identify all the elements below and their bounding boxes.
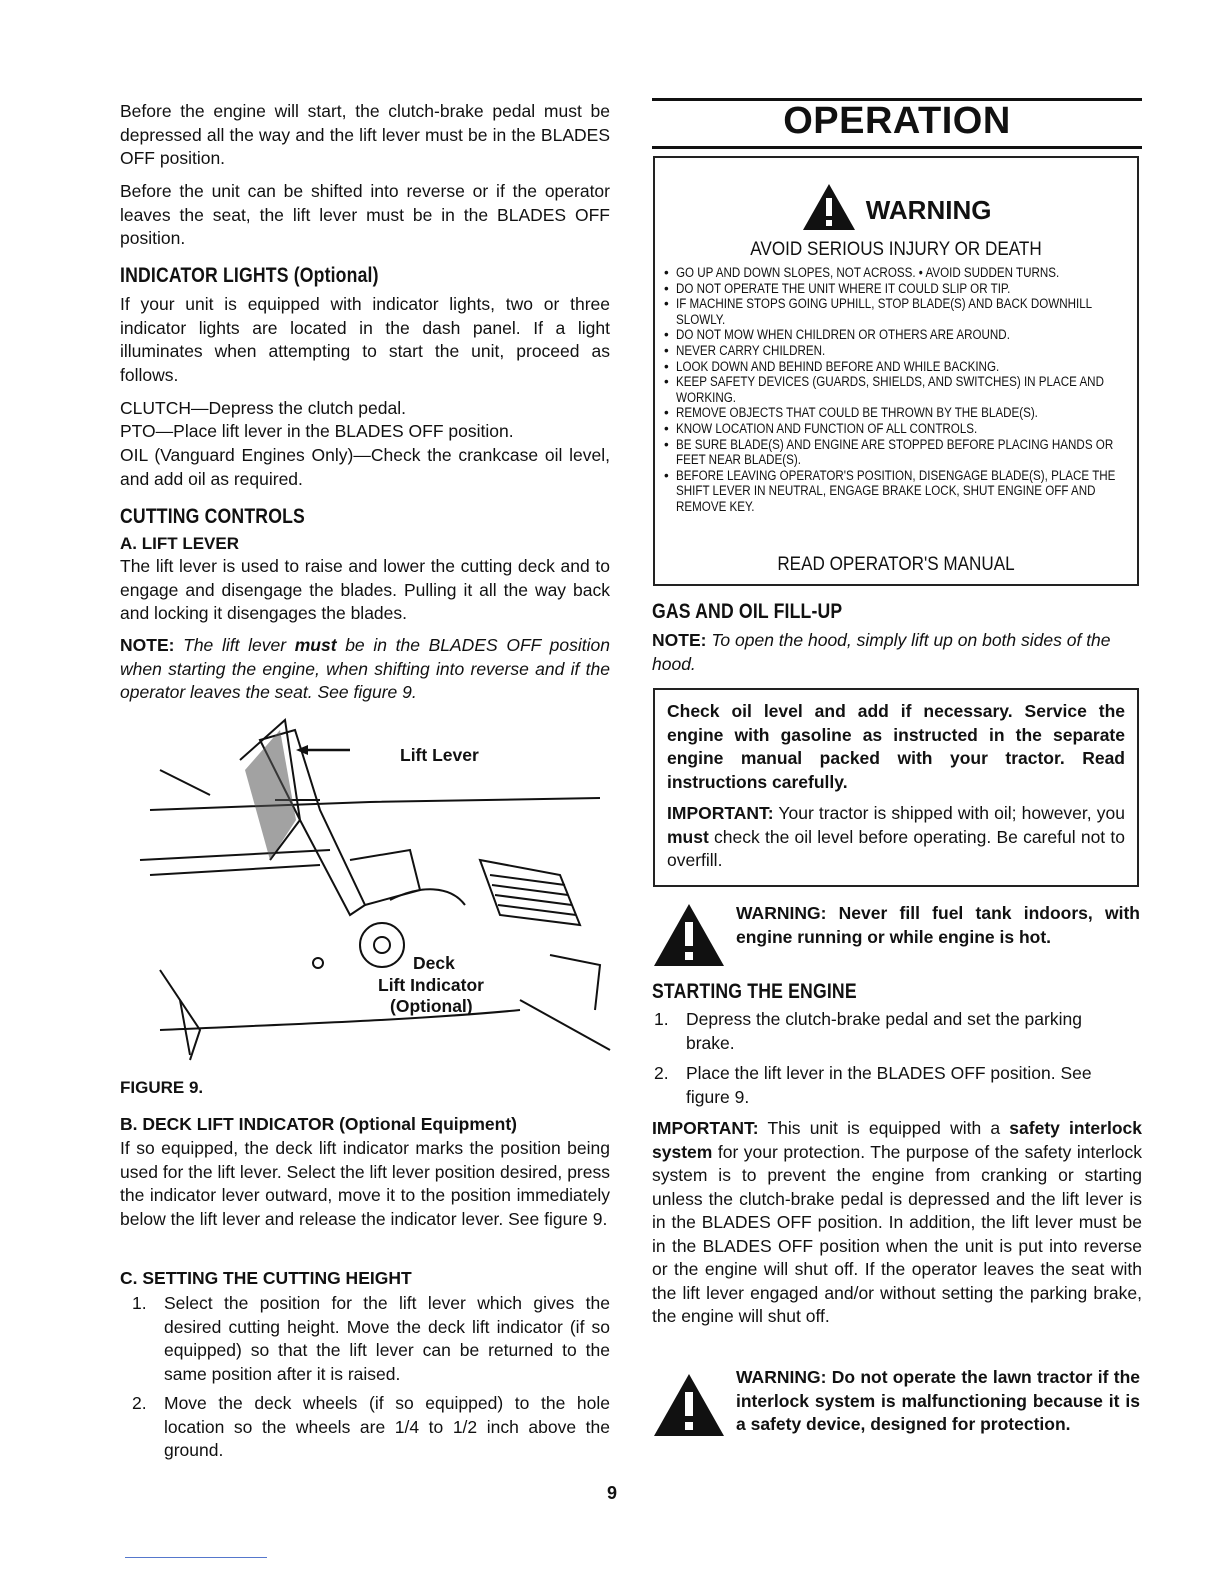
lift-lever-paragraph: The lift lever is used to raise and lower the cutting deck and to engage and disengage the blades. Pulling it all the way back and locking it disengages the blades. <box>120 556 610 623</box>
read-manual-line: READ OPERATOR'S MANUAL <box>777 554 1015 575</box>
note-label: NOTE: <box>120 635 175 655</box>
interlock-paragraph <box>652 1117 1142 1329</box>
warning-header <box>655 182 1137 239</box>
warning-triangle-icon <box>652 1372 726 1443</box>
list-item: • DO NOT MOW WHEN CHILDREN OR OTHERS ARE AROUND. <box>663 327 1133 343</box>
list-item: • KEEP SAFETY DEVICES (GUARDS, SHIELDS, AND SWITCHES) IN PLACE AND WORKING. <box>663 374 1133 405</box>
list-item: • LOOK DOWN AND BEHIND BEFORE AND WHILE BACKING. <box>663 359 1133 375</box>
footer-rule <box>125 1557 267 1558</box>
figure-9-illustration <box>120 700 620 1070</box>
list-text: Place the lift lever in the BLADES OFF position. See figure 9. <box>686 1063 1092 1107</box>
gas-oil-heading: GAS AND OIL FILL-UP <box>652 600 843 623</box>
list-item: • BEFORE LEAVING OPERATOR'S POSITION, DISENGAGE BLADE(S), PLACE THE SHIFT LEVER IN NEUTRAL, ENGAGE BRAKE LOCK, SHUT ENGINE OFF AND REMOVE KEY. <box>663 468 1133 515</box>
starting-engine-heading: STARTING THE ENGINE <box>652 980 857 1003</box>
safety-warning-box <box>653 156 1139 586</box>
list-item: • BE SURE BLADE(S) AND ENGINE ARE STOPPED BEFORE PLACING HANDS OR FEET NEAR BLADE(S). <box>663 437 1133 468</box>
list-number: 1. <box>132 1293 147 1313</box>
list-item: • REMOVE OBJECTS THAT COULD BE THROWN BY THE BLADE(S). <box>663 405 1133 421</box>
indicator-lights-paragraph: If your unit is equipped with indicator lights, two or three indicator lights are located in the dash panel. If a light illuminates when attempting to start the unit, proceed as follows. <box>120 294 610 385</box>
important-label: IMPORTANT: <box>667 803 774 823</box>
operation-bottom-rule <box>652 146 1142 149</box>
oil-check-box <box>653 688 1139 887</box>
figure-caption: FIGURE 9. <box>120 1078 204 1097</box>
figure-label-lift-indicator: Lift Indicator <box>378 975 484 995</box>
list-item: • GO UP AND DOWN SLOPES, NOT ACROSS. • AVOID SUDDEN TURNS. <box>663 265 1133 281</box>
oil-important-note <box>667 802 1125 873</box>
safety-bullet-list <box>663 265 1133 515</box>
figure-label-lift-lever: Lift Lever <box>400 745 479 765</box>
interlock-warning-text: WARNING: Do not operate the lawn tractor if the interlock system is malfunctioning because it is a safety device, designed for protection. <box>736 1367 1140 1434</box>
list-item: • NEVER CARRY CHILDREN. <box>663 343 1133 359</box>
important-text-1: Your tractor is shipped with oil; however, you <box>773 803 1125 823</box>
list-text: Select the position for the lift lever which gives the desired cutting height. Move the deck lift indicator (if so equipped) so that the lift lever can be returned to the same position after it is raised. <box>164 1293 610 1384</box>
interlock-bold: safety interlock system <box>652 1118 1142 1162</box>
list-number: 2. <box>132 1393 147 1413</box>
list-item <box>120 1292 610 1386</box>
list-text: Depress the clutch-brake pedal and set the parking brake. <box>686 1009 1082 1053</box>
list-text: Move the deck wheels (if so equipped) to the hole location so the wheels are 1/4 to 1/2 inch above the ground. <box>164 1393 610 1460</box>
list-item: • KNOW LOCATION AND FUNCTION OF ALL CONTROLS. <box>663 421 1133 437</box>
warning-triangle-icon <box>801 182 857 239</box>
deck-lift-heading <box>120 1114 517 1135</box>
list-item <box>642 1008 1132 1055</box>
deck-lift-heading-optional: (Optional Equipment) <box>334 1114 517 1134</box>
operation-title: OPERATION <box>783 100 1011 142</box>
figure-label-optional: (Optional) <box>390 996 473 1016</box>
interlock-text-2: for your protection. The purpose of the safety interlock system is to prevent the engine from cranking or starting unless the clutch-brake pedal is depressed and the lift lever is in the BLADES OFF position. In addition, the lift lever must be in the BLADES OFF position when the unit is put into reverse or the engine will shut off. If the operator leaves the seat with the lift lever engaged and/or without setting the parking brake, the engine will shut off. <box>652 1141 1142 1326</box>
note-must: must <box>294 635 337 655</box>
gas-oil-note <box>652 629 1142 676</box>
list-item <box>120 1392 610 1463</box>
list-number: 1. <box>654 1009 669 1029</box>
list-item <box>642 1062 1132 1109</box>
cutting-controls-heading: CUTTING CONTROLS <box>120 505 305 528</box>
deck-lift-paragraph: If so equipped, the deck lift indicator marks the position being used for the lift lever. Select the lift lever position desired, press the indicator lever outward, move it to the position immediately below the lift lever and release the indicator lever. See figure 9. <box>120 1138 610 1229</box>
pto-line: PTO—Place lift lever in the BLADES OFF position. <box>120 421 514 441</box>
note-text-1: The lift lever <box>183 635 295 655</box>
page-number: 9 <box>606 1483 617 1503</box>
interlock-text-1: This unit is equipped with a <box>758 1118 1010 1138</box>
intro-paragraph-2: Before the unit can be shifted into reverse or if the operator leaves the seat, the lift lever must be in the BLADES OFF position. <box>120 181 610 248</box>
lift-lever-note <box>120 634 610 705</box>
important-label: IMPORTANT: <box>652 1118 759 1138</box>
note-text: To open the hood, simply lift up on both sides of the hood. <box>652 630 1111 674</box>
clutch-line: CLUTCH—Depress the clutch pedal. <box>120 398 406 418</box>
note-text-2: be in the BLADES OFF position when starting the engine, when shifting into reverse and if the operator leaves the seat. See figure 9. <box>120 635 610 702</box>
oil-check-instructions: Check oil level and add if necessary. Service the engine with gasoline as instructed in the separate engine manual packed with your tractor. Read instructions carefully. <box>667 701 1125 792</box>
cutting-height-heading: C. SETTING THE CUTTING HEIGHT <box>120 1268 412 1288</box>
figure-label-deck: Deck <box>413 953 455 973</box>
lift-lever-drawing <box>120 700 620 1070</box>
avoid-injury-title: AVOID SERIOUS INJURY OR DEATH <box>750 239 1042 260</box>
important-text-2: check the oil level before operating. Be careful not to overfill. <box>667 826 1125 870</box>
note-label: NOTE: <box>652 630 707 650</box>
oil-line: OIL (Vanguard Engines Only)—Check the crankcase oil level, and add oil as required. <box>120 445 610 489</box>
list-number: 2. <box>654 1063 669 1083</box>
lift-lever-heading: A. LIFT LEVER <box>120 534 239 553</box>
list-item: • DO NOT OPERATE THE UNIT WHERE IT COULD SLIP OR TIP. <box>663 281 1133 297</box>
warning-triangle-icon <box>652 902 726 973</box>
important-must: must <box>667 826 709 847</box>
intro-paragraph-1: Before the engine will start, the clutch-brake pedal must be depressed all the way and the lift lever must be in the BLADES OFF position. <box>120 101 610 168</box>
warning-title: WARNING <box>865 195 992 225</box>
fuel-warning-text: WARNING: Never fill fuel tank indoors, with engine running or while engine is hot. <box>736 903 1140 947</box>
deck-lift-heading-main: B. DECK LIFT INDICATOR <box>120 1114 335 1134</box>
indicator-lights-heading: INDICATOR LIGHTS (Optional) <box>120 264 379 287</box>
list-item: • IF MACHINE STOPS GOING UPHILL, STOP BLADE(S) AND BACK DOWNHILL SLOWLY. <box>663 296 1133 327</box>
